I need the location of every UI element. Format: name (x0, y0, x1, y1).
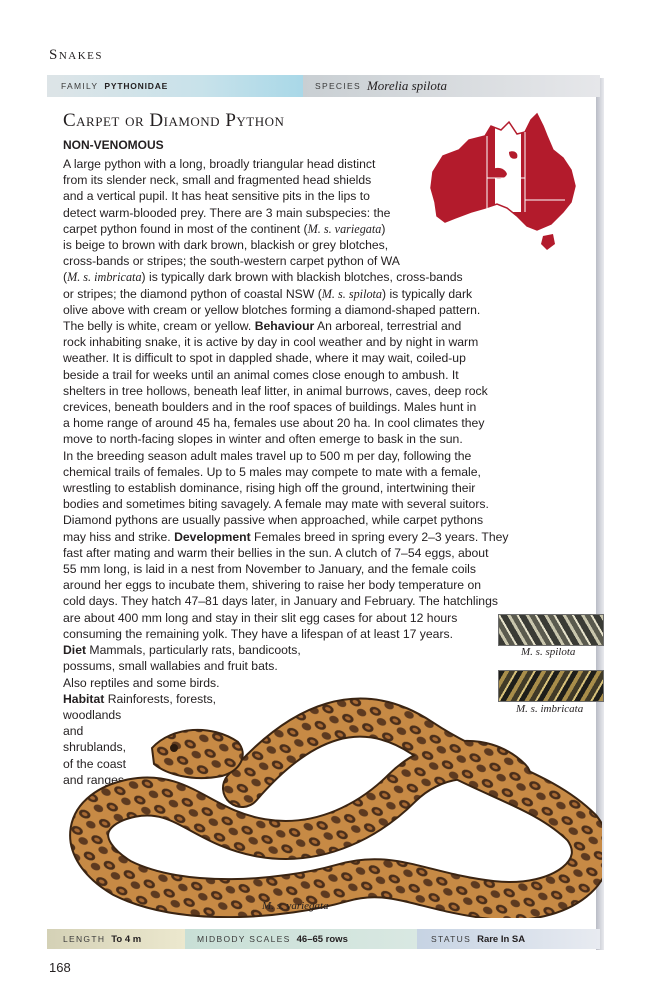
species-value: Morelia spilota (366, 78, 447, 93)
text-line: shelters in tree hollows, beneath leaf litter, in animal burrows, caves, deep rock (63, 383, 488, 398)
species-cell (303, 75, 600, 97)
text-line: and (63, 724, 84, 739)
swatch-caption-imbricata: M. s. imbricata (516, 703, 584, 715)
text-run: Females breed in spring every 2–3 years. They (250, 529, 509, 544)
text-run: The belly is white, cream or yellow. (63, 319, 255, 334)
text-line (63, 269, 593, 285)
text-line (63, 221, 593, 237)
text-run: or stripes; the diamond python of coastal NSW ( (63, 286, 322, 301)
text-run: ) (381, 221, 386, 236)
family-label: FAMILY (61, 81, 99, 91)
text-line (63, 286, 593, 302)
family-cell (47, 75, 303, 97)
behaviour-heading: Behaviour (254, 319, 315, 334)
venom-status: NON-VENOMOUS (63, 138, 164, 152)
text-line: shrublands, (63, 740, 127, 755)
text-line: cold days. They hatch 47–81 days later, in January and February. The hatchlings (63, 594, 498, 609)
text-line: wrestling to establish dominance, rising high off the ground, intertwining their (63, 481, 476, 496)
text-line: beside a trail for weeks until an animal comes close enough to ambush. It (63, 367, 459, 382)
diet-heading: Diet (63, 643, 87, 658)
text-run: Rainforests, forests, (104, 691, 217, 706)
text-run: carpet python found in most of the continent ( (63, 221, 308, 236)
scientific-name: M. s. imbricata (67, 270, 142, 285)
text-line: detect warm-blooded prey. There are 3 main subspecies: the (63, 205, 391, 220)
family-value: PYTHONIDAE (104, 81, 169, 91)
text-line (63, 318, 593, 334)
species-label: SPECIES (315, 81, 361, 91)
status-label: STATUS (431, 934, 472, 944)
text-line (63, 529, 593, 545)
text-line: rock inhabiting snake, it is active by day in cool weather and by night in warm (63, 335, 479, 350)
swatch-caption-spilota: M. s. spilota (521, 646, 576, 658)
text-line: Diamond pythons are usually passive when approached, while carpet pythons (63, 513, 484, 528)
text-run: ( (63, 270, 68, 285)
text-line: are about 400 mm long and stay in their slit egg cases for about 12 hours (63, 610, 458, 625)
text-run: An arboreal, terrestrial and (314, 319, 462, 334)
text-run: Mammals, particularly rats, bandicoots, (86, 643, 301, 658)
taxonomy-band (47, 75, 600, 97)
section-title: Snakes (49, 47, 104, 63)
text-line: around her eggs to incubate them, shivering to raise her body temperature on (63, 578, 482, 593)
midbody-value: 46–65 rows (296, 933, 348, 945)
text-line: bodies and sometimes biting savagely. A female may mate with several suitors. (63, 497, 489, 512)
text-line: consuming the remaining yolk. They have a lifespan of at least 17 years. (63, 626, 453, 641)
status-cell (417, 929, 600, 949)
snake-illustration (62, 638, 602, 918)
text-line: move to north-facing slopes in winter and often emerge to bask in the sun. (63, 432, 463, 447)
text-line: woodlands (63, 707, 122, 722)
text-line: from its slender neck, small and fragmented head shields (63, 173, 372, 188)
text-line: chemical trails of females. Up to 5 males may compete to mate with a female, (63, 464, 481, 479)
text-line: possums, small wallabies and fruit bats. (63, 659, 278, 674)
text-line: and a vertical pupil. It has heat sensitive pits in the lips to (63, 189, 370, 204)
text-line: olive above with cream or yellow blotches forming a diamond-shaped pattern. (63, 302, 481, 317)
text-line: a home range of around 45 ha, females use about 20 ha. In cool climates they (63, 416, 485, 431)
text-run: ) is typically dark brown with blackish blotches, cross-bands (141, 270, 463, 285)
scientific-name: M. s. spilota (321, 286, 383, 301)
length-cell (47, 929, 185, 949)
text-line: In the breeding season adult males travel up to 500 m per day, following the (63, 448, 472, 463)
entry-title: Carpet or Diamond Python (63, 110, 285, 131)
midbody-label: MIDBODY SCALES (197, 934, 291, 944)
text-line: and ranges. (63, 772, 128, 787)
scientific-name: M. s. variegata (307, 221, 382, 236)
text-line: A large python with a long, broadly triangular head distinct (63, 157, 376, 171)
text-line: of the coast (63, 756, 127, 771)
text-line: weather. It is difficult to spot in dappled shade, where it may wait, coiled-up (63, 351, 466, 366)
length-value: To 4 m (111, 933, 142, 945)
snake-head (152, 730, 243, 778)
text-line: fast after mating and warm their bellies in the sun. A clutch of 7–54 eggs, about (63, 545, 489, 560)
page-number: 168 (49, 960, 71, 975)
text-line: cross-bands or stripes; the south-western carpet python of WA (63, 254, 400, 269)
text-line: Also reptiles and some birds. (63, 675, 220, 690)
stats-band (47, 929, 600, 949)
development-heading: Development (174, 529, 251, 544)
text-line: is beige to brown with dark brown, blackish or grey blotches, (63, 238, 389, 253)
text-run: may hiss and strike. (63, 529, 175, 544)
habitat-heading: Habitat (63, 691, 105, 706)
length-label: LENGTH (63, 934, 106, 944)
text-line: 55 mm long, is laid in a nest from November to January, and the female coils (63, 562, 476, 577)
status-value: Rare In SA (477, 933, 526, 945)
text-line: crevices, beneath boulders and in the roof spaces of buildings. Males hunt in (63, 400, 477, 415)
midbody-cell (185, 929, 417, 949)
text-run: ) is typically dark (382, 286, 473, 301)
snake-caption: M. s. variegata (262, 900, 329, 912)
